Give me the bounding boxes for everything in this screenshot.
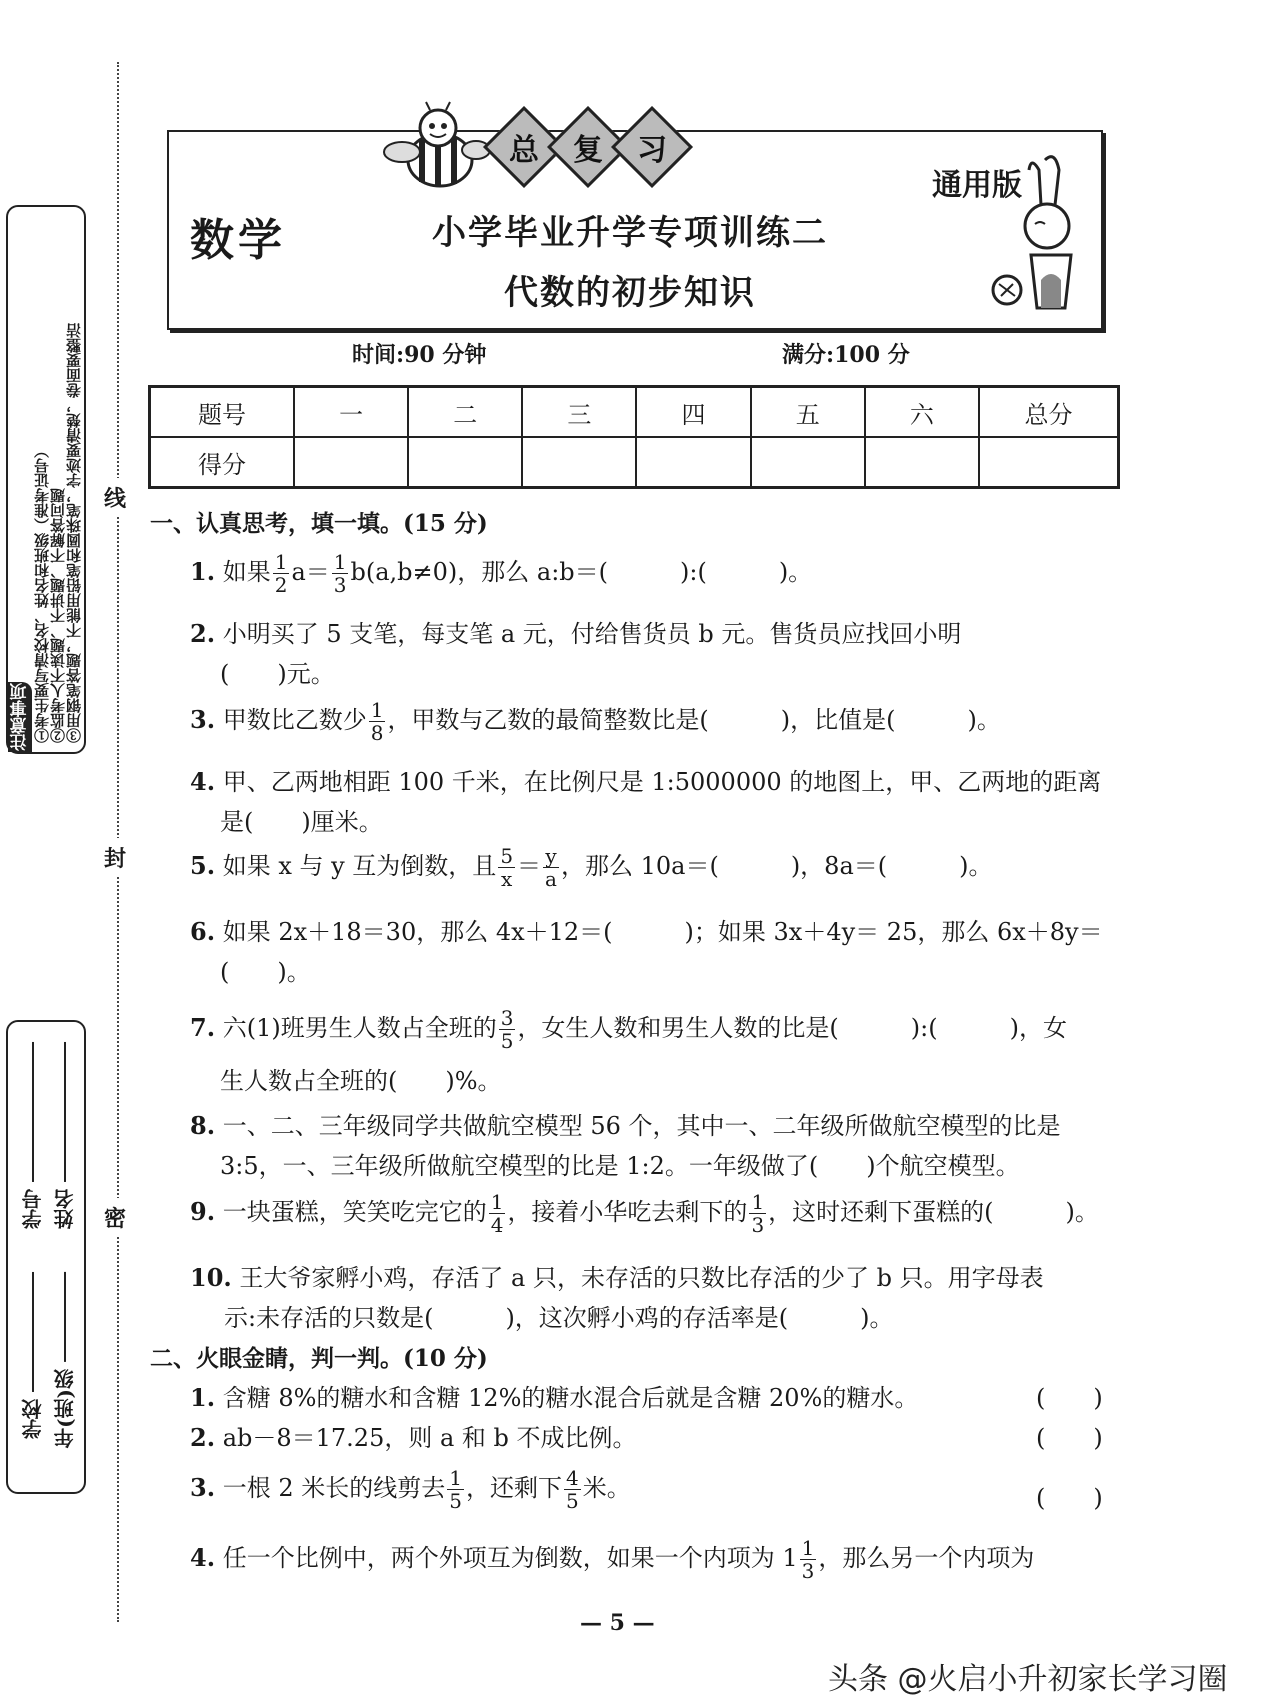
binding-char-xian: 线 bbox=[104, 478, 126, 517]
notice-line-3: ③用钢笔答题，不能用铅笔和圆珠笔，字迹要清楚，卷面要整洁 bbox=[65, 323, 83, 743]
notice-box bbox=[6, 205, 86, 754]
score-table bbox=[148, 385, 1120, 489]
score-col-4: 四 bbox=[636, 387, 750, 438]
score-col-6: 六 bbox=[865, 387, 979, 438]
score-cell[interactable] bbox=[979, 437, 1119, 488]
grade-label: 年(班)级 bbox=[53, 1368, 77, 1448]
bee-mascot-icon bbox=[380, 100, 490, 200]
section-1-title: 一、认真思考，填一填。(15 分) bbox=[150, 510, 488, 537]
number-field[interactable] bbox=[18, 1042, 47, 1229]
fraction: $\frac{1}{4}$ bbox=[490, 1190, 504, 1237]
badge-char-3: 习 bbox=[611, 106, 693, 188]
fraction: $\frac{y}{a}$ bbox=[545, 844, 557, 891]
score-col-total: 总分 bbox=[979, 387, 1119, 438]
sub-title: 代数的初步知识 bbox=[504, 273, 756, 313]
score-header-row bbox=[150, 387, 1119, 438]
score-cell[interactable] bbox=[636, 437, 750, 488]
notice-line-2: ②监考人不读题、不讲题、不解答问题 bbox=[49, 488, 67, 743]
question-9: 9. 一块蛋糕，笑笑吃完它的 $\frac{1}{4}$ ，接着小华吃去剩下的 $\frac{1}{3}$ ，这时还剩下蛋糕的( )。 bbox=[190, 1190, 1099, 1237]
rabbit-mascot-icon bbox=[985, 150, 1100, 315]
fraction: $\frac{1}{3}$ bbox=[333, 550, 347, 597]
score-col-3: 三 bbox=[522, 387, 636, 438]
question-4: 4. 甲、乙两地相距 100 千米，在比例尺是 1:5000000 的地图上，甲、乙两地的距离 是( )厘米。 bbox=[190, 767, 1102, 836]
score-col-2: 二 bbox=[408, 387, 522, 438]
judge-4: 4. 任一个比例中，两个外项互为倒数，如果一个内项为 1 $\frac{1}{3}$ ，那么另一个内项为 bbox=[190, 1536, 1035, 1583]
question-10: 10. 王大爷家孵小鸡，存活了 a 只，未存活的只数比存活的少了 b 只。用字母表 示:未存活的只数是( )，这次孵小鸡的存活率是( )。 bbox=[190, 1263, 1044, 1332]
judge-3-answer[interactable]: ( ) bbox=[1036, 1484, 1103, 1512]
review-badge bbox=[495, 118, 681, 176]
time-label: 时间:90 分钟 bbox=[352, 342, 487, 368]
score-row bbox=[150, 437, 1119, 488]
score-cell[interactable] bbox=[294, 437, 408, 488]
score-cell[interactable] bbox=[865, 437, 979, 488]
badge-char-2: 复 bbox=[547, 106, 629, 188]
question-7: 7. 六(1)班男生人数占全班的 $\frac{3}{5}$ ，女生人数和男生人数的比是( ):( )，女 生人数占全班的( )%。 bbox=[190, 1006, 1067, 1095]
fraction: $\frac{1}{8}$ bbox=[370, 698, 384, 745]
full-score-label: 满分:100 分 bbox=[782, 342, 910, 368]
school-label: 学校 bbox=[21, 1398, 45, 1439]
question-3: 3. 甲数比乙数少 $\frac{1}{8}$ ，甲数与乙数的最简整数比是( )，比值是( )。 bbox=[190, 698, 1001, 745]
number-label: 学号 bbox=[21, 1188, 45, 1229]
main-title: 小学毕业升学专项训练二 bbox=[432, 213, 828, 253]
binding-char-mi: 密 bbox=[104, 1198, 126, 1237]
watermark: 头条 @火启小升初家长学习圈 bbox=[828, 1662, 1228, 1697]
judge-3: 3. 一根 2 米长的线剪去 $\frac{1}{5}$ ，还剩下 $\frac{4}{5}$ 米。 bbox=[190, 1466, 631, 1513]
question-6: 6. 如果 2x＋18＝30，那么 4x＋12＝( )；如果 3x＋4y＝ 25，那么 6x＋8y＝ ( )。 bbox=[190, 917, 1103, 986]
question-1: 1. 如果 $\frac{1}{2}$ a＝ $\frac{1}{3}$ b(a,b≠0)，那么 a:b＝( ):( )。 bbox=[190, 550, 813, 597]
score-col-label: 题号 bbox=[150, 387, 295, 438]
judge-2-answer[interactable]: ( ) bbox=[1036, 1424, 1103, 1452]
question-2: 2. 小明买了 5 支笔，每支笔 a 元，付给售货员 b 元。售货员应找回小明 ( )元。 bbox=[190, 619, 962, 688]
notice-line-1: ①考生要写清校名、姓名和班级（准考证号） bbox=[33, 443, 51, 743]
name-label: 姓名 bbox=[53, 1188, 77, 1229]
question-8: 8. 一、二、三年级同学共做航空模型 56 个，其中一、二年级所做航空模型的比是 3:5，一、三年级所做航空模型的比是 1:2。一年级做了( )个航空模型。 bbox=[190, 1111, 1061, 1180]
score-col-5: 五 bbox=[751, 387, 865, 438]
judge-2: 2. ab－8＝17.25，则 a 和 b 不成比例。 bbox=[190, 1423, 637, 1452]
fraction: $\frac{1}{2}$ bbox=[274, 550, 288, 597]
edition-label: 通用版 bbox=[932, 168, 1022, 203]
question-5: 5. 如果 x 与 y 互为倒数，且 $\frac{5}{x}$ ＝ $\frac{y}{a}$ ，那么 10a＝( )，8a＝( )。 bbox=[190, 844, 993, 891]
score-cell[interactable] bbox=[751, 437, 865, 488]
notice-title: 注意事项 bbox=[8, 682, 32, 752]
student-info-box bbox=[6, 1020, 86, 1494]
page-number: — 5 — bbox=[580, 1610, 655, 1636]
score-cell[interactable] bbox=[522, 437, 636, 488]
fraction: $\frac{5}{x}$ bbox=[500, 844, 514, 891]
score-row-label: 得分 bbox=[150, 437, 295, 488]
binding-char-feng: 封 bbox=[104, 838, 126, 877]
fraction: $\frac{1}{3}$ bbox=[801, 1536, 815, 1583]
fraction: $\frac{1}{3}$ bbox=[751, 1190, 765, 1237]
grade-field[interactable] bbox=[50, 1272, 79, 1448]
score-col-1: 一 bbox=[294, 387, 408, 438]
section-2-title: 二、火眼金睛，判一判。(10 分) bbox=[150, 1345, 488, 1372]
fraction: $\frac{1}{5}$ bbox=[449, 1466, 462, 1513]
subject-title: 数学 bbox=[190, 215, 286, 266]
judge-1: 1. 含糖 8%的糖水和含糖 12%的糖水混合后就是含糖 20%的糖水。 bbox=[190, 1383, 919, 1412]
score-cell[interactable] bbox=[408, 437, 522, 488]
school-field[interactable] bbox=[18, 1272, 47, 1439]
name-field[interactable] bbox=[50, 1042, 79, 1229]
notice-text bbox=[34, 213, 82, 743]
badge-char-1: 总 bbox=[483, 106, 565, 188]
fraction: $\frac{3}{5}$ bbox=[500, 1006, 514, 1053]
fraction: $\frac{4}{5}$ bbox=[565, 1466, 579, 1513]
judge-1-answer[interactable]: ( ) bbox=[1036, 1384, 1103, 1412]
